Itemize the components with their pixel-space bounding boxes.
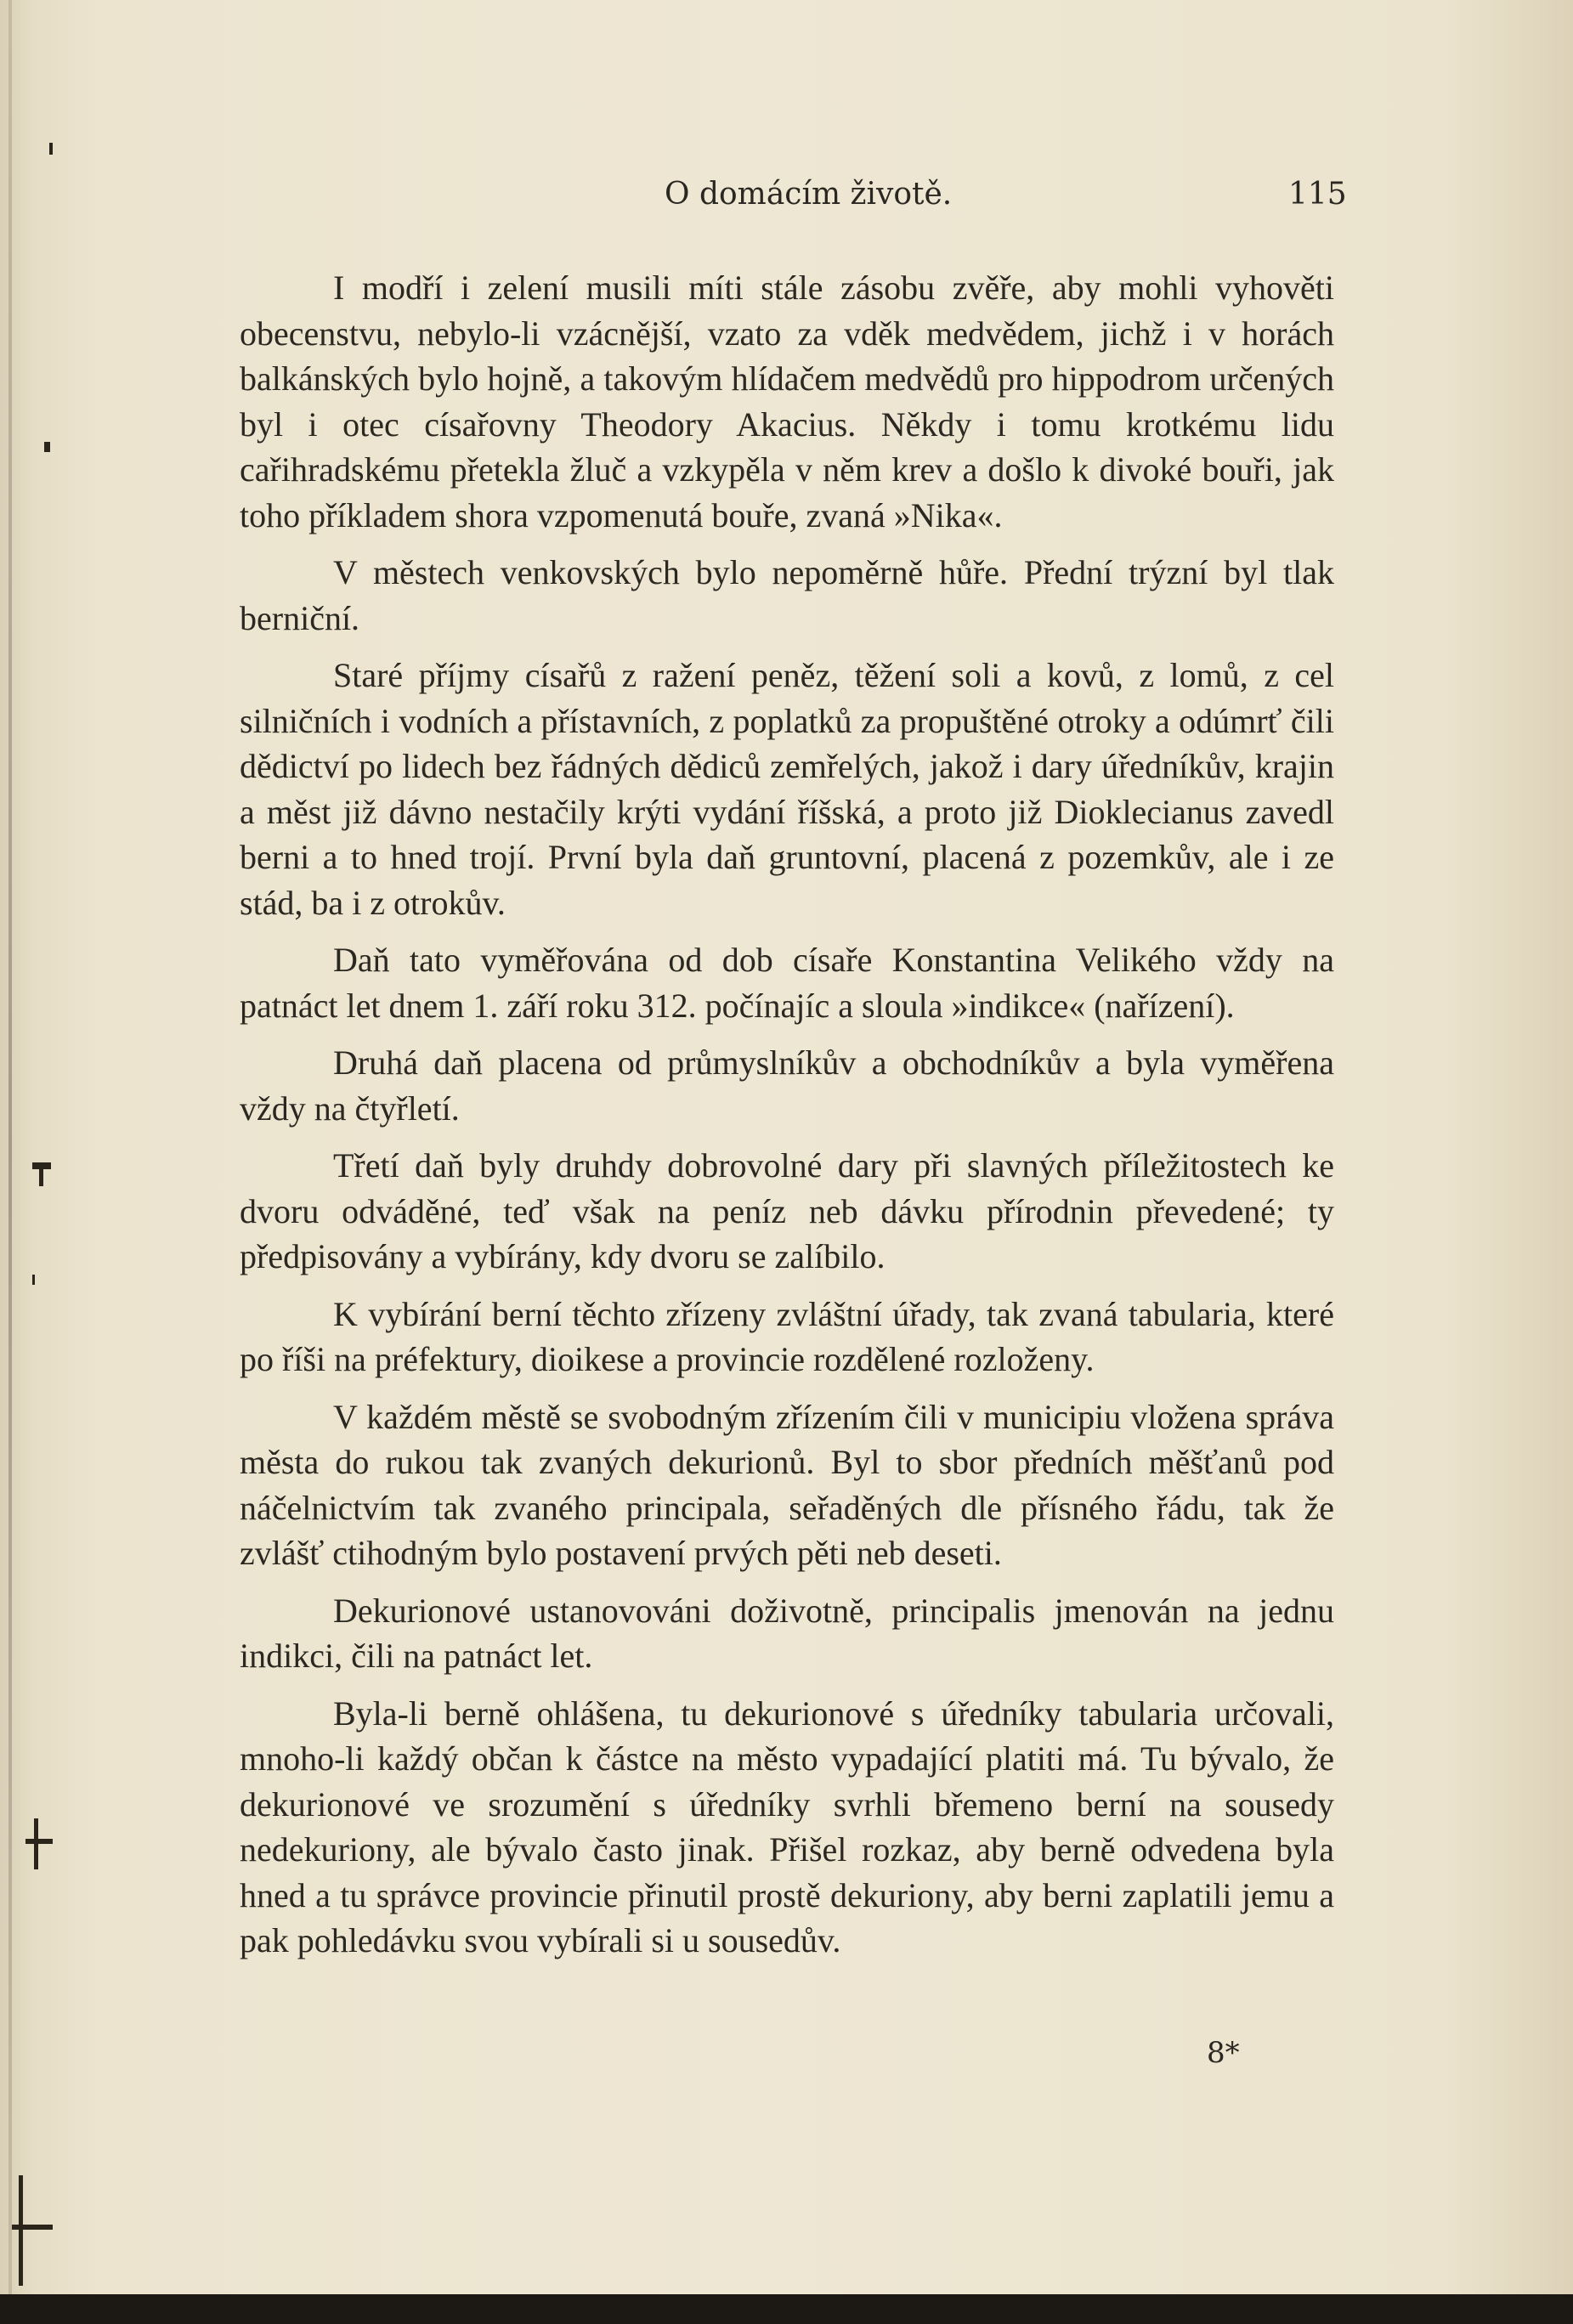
margin-mark — [25, 1839, 53, 1844]
margin-mark — [39, 1162, 43, 1186]
running-header — [0, 177, 1573, 219]
binding-gutter — [8, 0, 12, 2294]
paragraph: I modří i zelení musili míti stále zásobu zvěře, aby mohli vyhověti obecenstvu, nebylo-li vzácnější, vzato za vděk medvědem, jichž i v horách balkánských bylo hojně, a takovým hlídačem medvědů pro hippodrom určených byl i otec císařovny Theodory Akacius. Někdy i tomu krotkému lidu cařihradskému přetekla žluč a vzkypěla v něm krev a došlo k divoké bouři, jak toho příkladem shora vzpomenutá bouře, zvaná »Nika«. — [240, 269, 1334, 534]
paragraph: Třetí daň byly druhdy dobrovolné dary při slavných příležitostech ke dvoru odváděné, teď však na peníz neb dávku přírodnin převedené; ty předpisovány a vybírány, kdy dvoru se zalíbilo. — [240, 1146, 1334, 1275]
paragraph: Byla-li berně ohlášena, tu dekurionové s úředníky tabularia určovali, mnoho-li každý občan k částce na město vypadající platiti má. Tu bývalo, že dekurionové ve srozumění s úředníky svrhli břemeno berní na sousedy nedekuriony, ale bývalo často jinak. Přišel rozkaz, aby berně odvedena byla hned a tu správce provincie přinutil prostě dekuriony, aby berni zaplatili jemu a pak pohledávku svou vybírali si u sousedův. — [240, 1694, 1334, 1959]
margin-mark — [49, 143, 53, 155]
margin-mark — [34, 1818, 38, 1869]
page-bottom-edge — [0, 2294, 1573, 2324]
paragraph: Staré příjmy císařů z ražení peněz, těžení soli a kovů, z lomů, z cel silničních i vodních a přístavních, z poplatků za propuštěné otroky a odúmrť čili dědictví po lidech bez řádných dědiců zemřelých, jakož i dary úředníkův, krajin a měst již dávno nestačily krýti vydání říšská, a proto již Dioklecianus zavedl berni a to hned trojí. První byla daň gruntovní, placená z pozemkův, ale i ze stád, ba i z otrokův. — [240, 656, 1334, 922]
paragraph: K vybírání berní těchto zřízeny zvláštní úřady, tak zvaná tabularia, které po říši na préfektury, dioikese a provincie rozdělené rozloženy. — [240, 1294, 1334, 1378]
paragraph: V každém městě se svobodným zřízením čili v municipiu vložena správa města do rukou tak zvaných dekurionů. Byl to sbor předních měšťanů pod náčelnictvím tak zvaného principala, seřaděných dle přísného řádu, tak že zvlášť ctihodným bylo postavení prvých pěti neb deseti. — [240, 1397, 1334, 1572]
paragraph: Daň tato vyměřována od dob císaře Konstantina Velikého vždy na patnáct let dnem 1. září roku 312. počínajíc a sloula »indikce« (nařízení). — [240, 941, 1334, 1025]
margin-mark — [19, 2175, 23, 2286]
paragraph: Dekurionové ustanovováni doživotně, principalis jmenován na jednu indikci, čili na patnáct let. — [240, 1591, 1334, 1675]
page-number: 115 — [1288, 177, 1347, 212]
paragraph: Druhá daň placena od průmyslníkův a obchodníkův a byla vyměřena vždy na čtyřletí. — [240, 1043, 1334, 1128]
signature-mark: 8* — [1207, 2036, 1240, 2070]
margin-mark — [32, 1275, 35, 1285]
chapter-title: O domácím životě. — [665, 177, 953, 212]
paragraph: V městech venkovských bylo nepoměrně hůře. Přední trýzní byl tlak berniční. — [240, 553, 1334, 637]
margin-mark — [44, 442, 50, 452]
body-text — [240, 265, 1334, 1976]
